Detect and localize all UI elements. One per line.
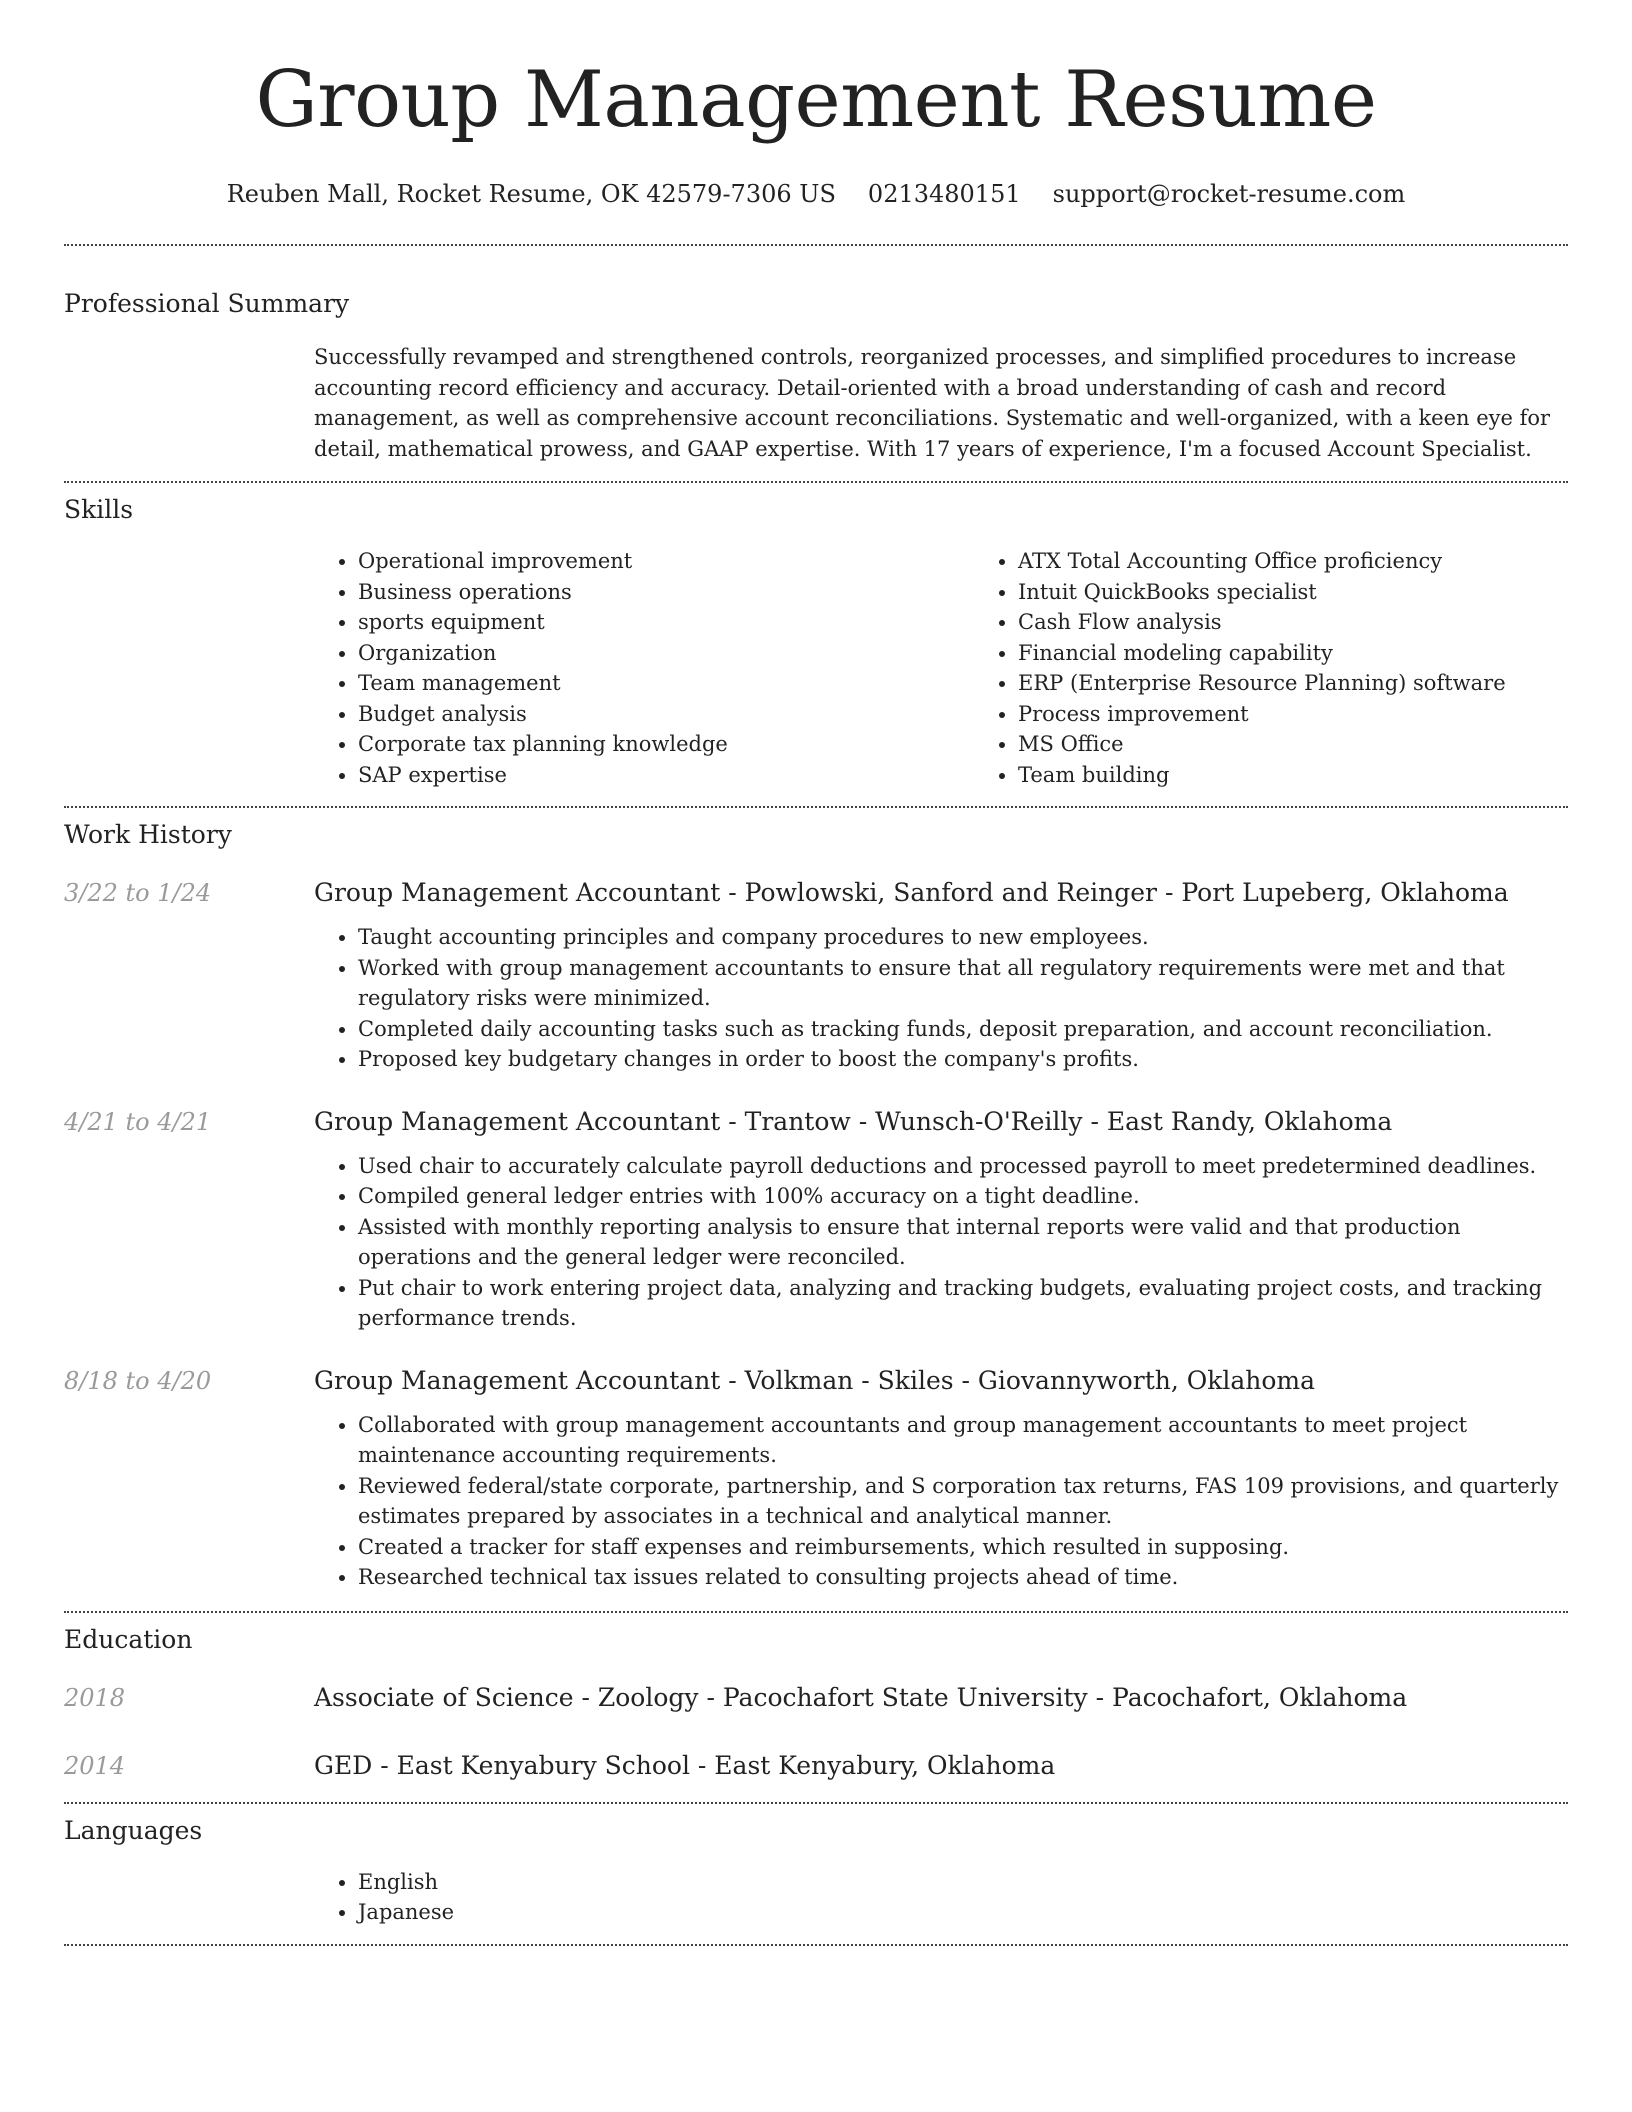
section-heading-skills: Skills [64, 495, 134, 524]
divider [64, 481, 1568, 483]
skill-item: • Cash Flow analysis [1018, 607, 1568, 638]
job-bullet: • Compiled general ledger entries with 100% accuracy on a tight deadline. [358, 1181, 1568, 1212]
skill-item: • Business operations [358, 577, 974, 608]
skill-item: • Budget analysis [358, 699, 974, 730]
job-bullet: • Collaborated with group management accountants and group management accountants to meet project maintenance accounting requirements. [358, 1410, 1568, 1471]
job-bullet: • Researched technical tax issues related to consulting projects ahead of time. [358, 1562, 1568, 1593]
job-bullet: • Assisted with monthly reporting analysis to ensure that internal reports were valid and that production operations and the general ledger were reconciled. [358, 1212, 1568, 1273]
job-entry [64, 1106, 1568, 1334]
job-bullets [314, 1410, 1568, 1593]
job-entry [64, 877, 1568, 1075]
section-heading-languages: Languages [64, 1815, 203, 1845]
job-bullet: • Reviewed federal/state corporate, partnership, and S corporation tax returns, FAS 109 provisions, and quarterly estimates prepared by associates in a technical and analytical manner. [358, 1471, 1568, 1532]
section-heading-education: Education [64, 1624, 193, 1654]
skills-spacer [64, 546, 314, 790]
contact-line [64, 178, 1568, 210]
language-item: • English [358, 1867, 1568, 1898]
skill-item: • Intuit QuickBooks specialist [1018, 577, 1568, 608]
resume-title: Group Management Resume [255, 55, 1377, 145]
skills-columns [314, 546, 1568, 790]
divider [64, 806, 1568, 808]
job-title: Group Management Accountant - Trantow - Wunsch-O'Reilly - East Randy, Oklahoma [314, 1106, 1393, 1136]
skill-item: • sports equipment [358, 607, 974, 638]
skill-item: • Corporate tax planning knowledge [358, 729, 974, 760]
job-dates: 8/18 to 4/20 [64, 1366, 212, 1395]
skills-list-left [314, 546, 974, 790]
education-entry [64, 1750, 1568, 1782]
job-bullets [314, 922, 1568, 1075]
job-bullet: • Put chair to work entering project data, analyzing and tracking budgets, evaluating project costs, and tracking performance trends. [358, 1273, 1568, 1334]
divider [64, 1944, 1568, 1946]
languages-list [314, 1867, 1568, 1928]
skill-item: • Team management [358, 668, 974, 699]
education-year: 2018 [64, 1683, 126, 1712]
skills-row [64, 546, 1568, 790]
job-title: Group Management Accountant - Powlowski, Sanford and Reinger - Port Lupeberg, Oklahoma [314, 878, 1509, 907]
contact-email: support@rocket-resume.com [1052, 180, 1406, 208]
job-dates: 3/22 to 1/24 [64, 879, 212, 907]
skill-item: • ERP (Enterprise Resource Planning) software [1018, 668, 1568, 699]
job-bullet: • Taught accounting principles and company procedures to new employees. [358, 922, 1568, 953]
education-title: GED - East Kenyabury School - East Kenyabury, Oklahoma [314, 1750, 1056, 1780]
skill-item: • Organization [358, 638, 974, 669]
job-bullet: • Proposed key budgetary changes in order to boost the company's profits. [358, 1044, 1568, 1075]
section-heading-summary: Professional Summary [64, 289, 350, 318]
education-entry [64, 1682, 1568, 1714]
summary-spacer [64, 342, 314, 464]
job-title: Group Management Accountant - Volkman - Skiles - Giovannyworth, Oklahoma [314, 1365, 1316, 1395]
skill-item: • Financial modeling capability [1018, 638, 1568, 669]
divider [64, 1611, 1568, 1613]
skill-item: • Operational improvement [358, 546, 974, 577]
job-bullet: • Used chair to accurately calculate payroll deductions and processed payroll to meet predetermined deadlines. [358, 1151, 1568, 1182]
job-bullet: • Created a tracker for staff expenses and reimbursements, which resulted in supposing. [358, 1532, 1568, 1563]
skills-list-right [974, 546, 1568, 790]
contact-address: Reuben Mall, Rocket Resume, OK 42579-7306 US [226, 180, 836, 208]
languages-row [64, 1867, 1568, 1928]
contact-phone: 0213480151 [867, 180, 1021, 208]
education-year: 2014 [64, 1751, 126, 1780]
job-entry [64, 1365, 1568, 1593]
summary-text: Successfully revamped and strengthened controls, reorganized processes, and simplified procedures to increase accounting record efficiency and accuracy. Detail-oriented with a broad understanding of cash and record management, as well as comprehensive account reconciliations. Systematic and well-organized, with a keen eye for detail, mathematical prowess, and GAAP expertise. With 17 years of experience, I'm a focused Account Specialist. [314, 345, 1551, 461]
job-dates: 4/21 to 4/21 [64, 1107, 212, 1136]
job-bullet: • Worked with group management accountants to ensure that all regulatory requirements were met and that regulatory risks were minimized. [358, 953, 1568, 1014]
skill-item: • MS Office [1018, 729, 1568, 760]
section-heading-work: Work History [64, 820, 232, 849]
summary-row [64, 342, 1568, 464]
skill-item: • SAP expertise [358, 760, 974, 791]
skill-item: • ATX Total Accounting Office proficiency [1018, 546, 1568, 577]
language-item: • Japanese [358, 1897, 1568, 1928]
education-title: Associate of Science - Zoology - Pacochafort State University - Pacochafort, Oklahoma [314, 1682, 1408, 1712]
skill-item: • Team building [1018, 760, 1568, 791]
languages-spacer [64, 1867, 314, 1928]
job-bullet: • Completed daily accounting tasks such as tracking funds, deposit preparation, and account reconciliation. [358, 1014, 1568, 1045]
divider [64, 244, 1568, 246]
skill-item: • Process improvement [1018, 699, 1568, 730]
divider [64, 1802, 1568, 1804]
job-bullets [314, 1151, 1568, 1334]
